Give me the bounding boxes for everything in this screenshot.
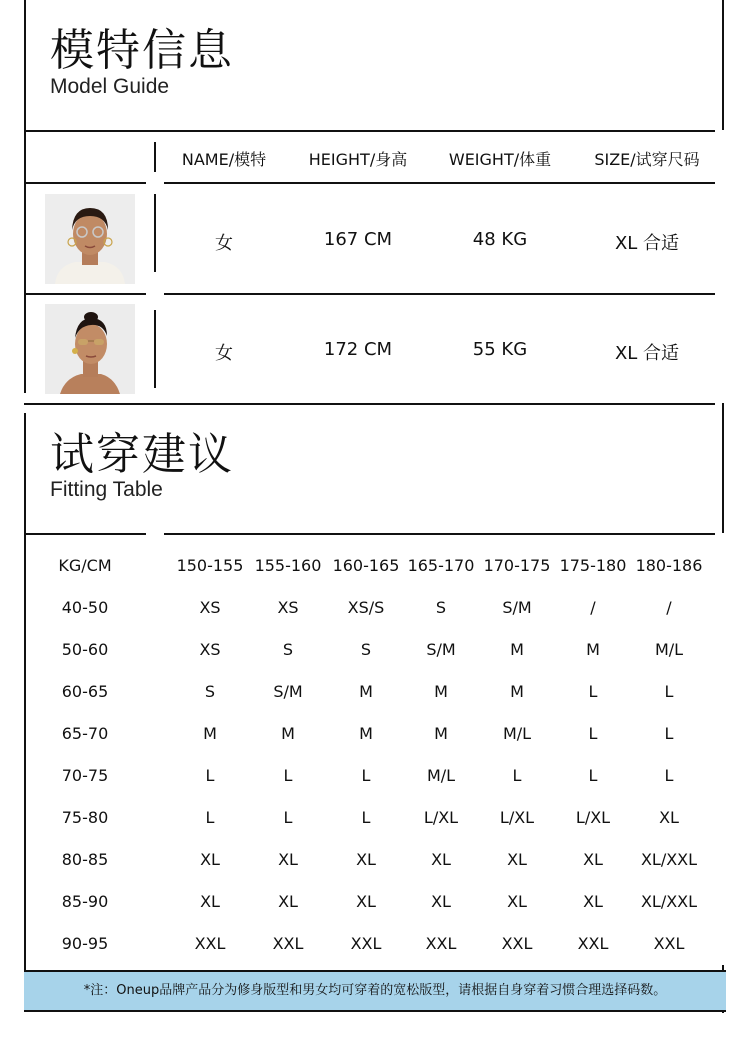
model-1-height: 167 CM <box>323 229 393 250</box>
header-name: NAME/模特 <box>181 150 267 169</box>
fitting-row-label: 50-60 <box>61 640 109 659</box>
fitting-cell: M <box>434 724 448 743</box>
fitting-table-title-en: Fitting Table <box>50 478 163 501</box>
fitting-table-top-line-a <box>24 533 146 535</box>
fitting-cell: M <box>281 724 295 743</box>
fitting-table-top-line-b <box>164 533 715 535</box>
model-1-name: 女 <box>215 233 233 254</box>
fitting-cell: XL/XXL <box>640 850 698 869</box>
row2-divider <box>154 310 156 388</box>
fitting-cell: XL <box>200 850 220 869</box>
fitting-cell: S/M <box>273 682 303 701</box>
fitting-cell: M <box>510 640 524 659</box>
fitting-cell: XXL <box>577 934 609 953</box>
model-photo-2 <box>45 304 135 394</box>
model-row-line-2a <box>24 293 146 295</box>
fitting-corner-label: KG/CM <box>58 556 112 575</box>
fitting-column-header: 165-170 <box>407 556 475 575</box>
fitting-cell: XL <box>659 808 679 827</box>
model-1-weight: 48 KG <box>472 229 528 250</box>
fitting-table-title-zh: 试穿建议 <box>50 429 234 480</box>
model-row-line-1b <box>164 182 715 184</box>
fitting-cell: L <box>588 682 598 701</box>
fitting-cell: L <box>205 808 215 827</box>
fitting-cell: M <box>359 724 373 743</box>
fitting-cell: M/L <box>654 640 684 659</box>
fitting-cell: S <box>282 640 294 659</box>
fitting-cell: L <box>664 682 674 701</box>
fitting-cell: XL <box>583 850 603 869</box>
fitting-cell: S/M <box>502 598 532 617</box>
fitting-cell: M <box>510 682 524 701</box>
fitting-row-label: 60-65 <box>61 682 109 701</box>
model-2-height: 172 CM <box>323 339 393 360</box>
fitting-cell: L <box>664 766 674 785</box>
fitting-cell: M <box>434 682 448 701</box>
model-row-line-2b <box>164 293 715 295</box>
fitting-cell: L <box>283 766 293 785</box>
fitting-cell: S/M <box>426 640 456 659</box>
model-2-name: 女 <box>215 343 233 364</box>
header-height: HEIGHT/身高 <box>308 150 408 169</box>
fitting-row-label: 70-75 <box>61 766 109 785</box>
fitting-cell: XL <box>431 892 451 911</box>
fitting-column-header: 180-186 <box>635 556 703 575</box>
fitting-cell: / <box>666 598 672 617</box>
model-guide-title-zh: 模特信息 <box>50 25 234 76</box>
fitting-cell: L <box>283 808 293 827</box>
fitting-cell: L <box>205 766 215 785</box>
fitting-cell: XL <box>583 892 603 911</box>
fitting-cell: XL <box>507 892 527 911</box>
header-divider <box>154 142 156 172</box>
fitting-cell: XXL <box>425 934 457 953</box>
fitting-cell: M <box>586 640 600 659</box>
row1-divider <box>154 194 156 272</box>
model-2-weight: 55 KG <box>472 339 528 360</box>
fitting-cell: L <box>361 766 371 785</box>
fitting-cell: XS <box>199 640 221 659</box>
fitting-cell: L/XL <box>499 808 535 827</box>
fitting-cell: XL <box>507 850 527 869</box>
fitting-row-label: 40-50 <box>61 598 109 617</box>
fitting-cell: XL <box>356 850 376 869</box>
left-border-bottom <box>24 413 26 1003</box>
fitting-cell: S <box>360 640 372 659</box>
fitting-cell: L <box>361 808 371 827</box>
fitting-cell: M/L <box>426 766 456 785</box>
fitting-cell: L <box>588 766 598 785</box>
fitting-cell: M <box>203 724 217 743</box>
fitting-column-header: 170-175 <box>483 556 551 575</box>
fitting-cell: XXL <box>272 934 304 953</box>
fitting-cell: XL/XXL <box>640 892 698 911</box>
fitting-cell: XS <box>199 598 221 617</box>
model-guide-title-en: Model Guide <box>50 75 170 98</box>
fitting-row-label: 90-95 <box>61 934 109 953</box>
fitting-cell: XS <box>277 598 299 617</box>
fitting-cell: L <box>664 724 674 743</box>
fitting-cell: L <box>512 766 522 785</box>
fitting-cell: M/L <box>502 724 532 743</box>
fitting-cell: L/XL <box>575 808 611 827</box>
fitting-cell: XL <box>431 850 451 869</box>
size-note: *注：Oneup品牌产品分为修身版型和男女均可穿着的宽松版型，请根据自身穿着习惯合理选择码数。 <box>24 970 726 1012</box>
fitting-row-label: 65-70 <box>61 724 109 743</box>
right-border-top <box>722 0 724 130</box>
model-photo-1 <box>45 194 135 284</box>
model-2-size: XL 合适 <box>614 343 680 364</box>
fitting-column-header: 155-160 <box>254 556 322 575</box>
fitting-column-header: 160-165 <box>332 556 400 575</box>
left-border-top <box>24 0 26 393</box>
fitting-cell: XXL <box>194 934 226 953</box>
header-weight: WEIGHT/体重 <box>448 150 552 169</box>
model-row-line-1a <box>24 182 146 184</box>
fitting-cell: M <box>359 682 373 701</box>
fitting-cell: L/XL <box>423 808 459 827</box>
fitting-cell: XXL <box>501 934 533 953</box>
fitting-cell: XL <box>278 850 298 869</box>
fitting-cell: XL <box>356 892 376 911</box>
fitting-column-header: 175-180 <box>559 556 627 575</box>
fitting-cell: XL <box>200 892 220 911</box>
fitting-row-label: 75-80 <box>61 808 109 827</box>
fitting-row-label: 80-85 <box>61 850 109 869</box>
model-1-size: XL 合适 <box>614 233 680 254</box>
fitting-row-label: 85-90 <box>61 892 109 911</box>
right-border-bottom <box>722 403 724 533</box>
fitting-cell: S <box>435 598 447 617</box>
fitting-cell: XS/S <box>347 598 385 617</box>
model-table-bottom-line <box>24 403 715 405</box>
fitting-cell: / <box>590 598 596 617</box>
fitting-cell: S <box>204 682 216 701</box>
fitting-cell: XXL <box>653 934 685 953</box>
fitting-column-header: 150-155 <box>176 556 244 575</box>
fitting-cell: L <box>588 724 598 743</box>
model-table-top-line <box>24 130 715 132</box>
fitting-cell: XXL <box>350 934 382 953</box>
fitting-cell: XL <box>278 892 298 911</box>
header-size: SIZE/试穿尺码 <box>594 150 700 169</box>
